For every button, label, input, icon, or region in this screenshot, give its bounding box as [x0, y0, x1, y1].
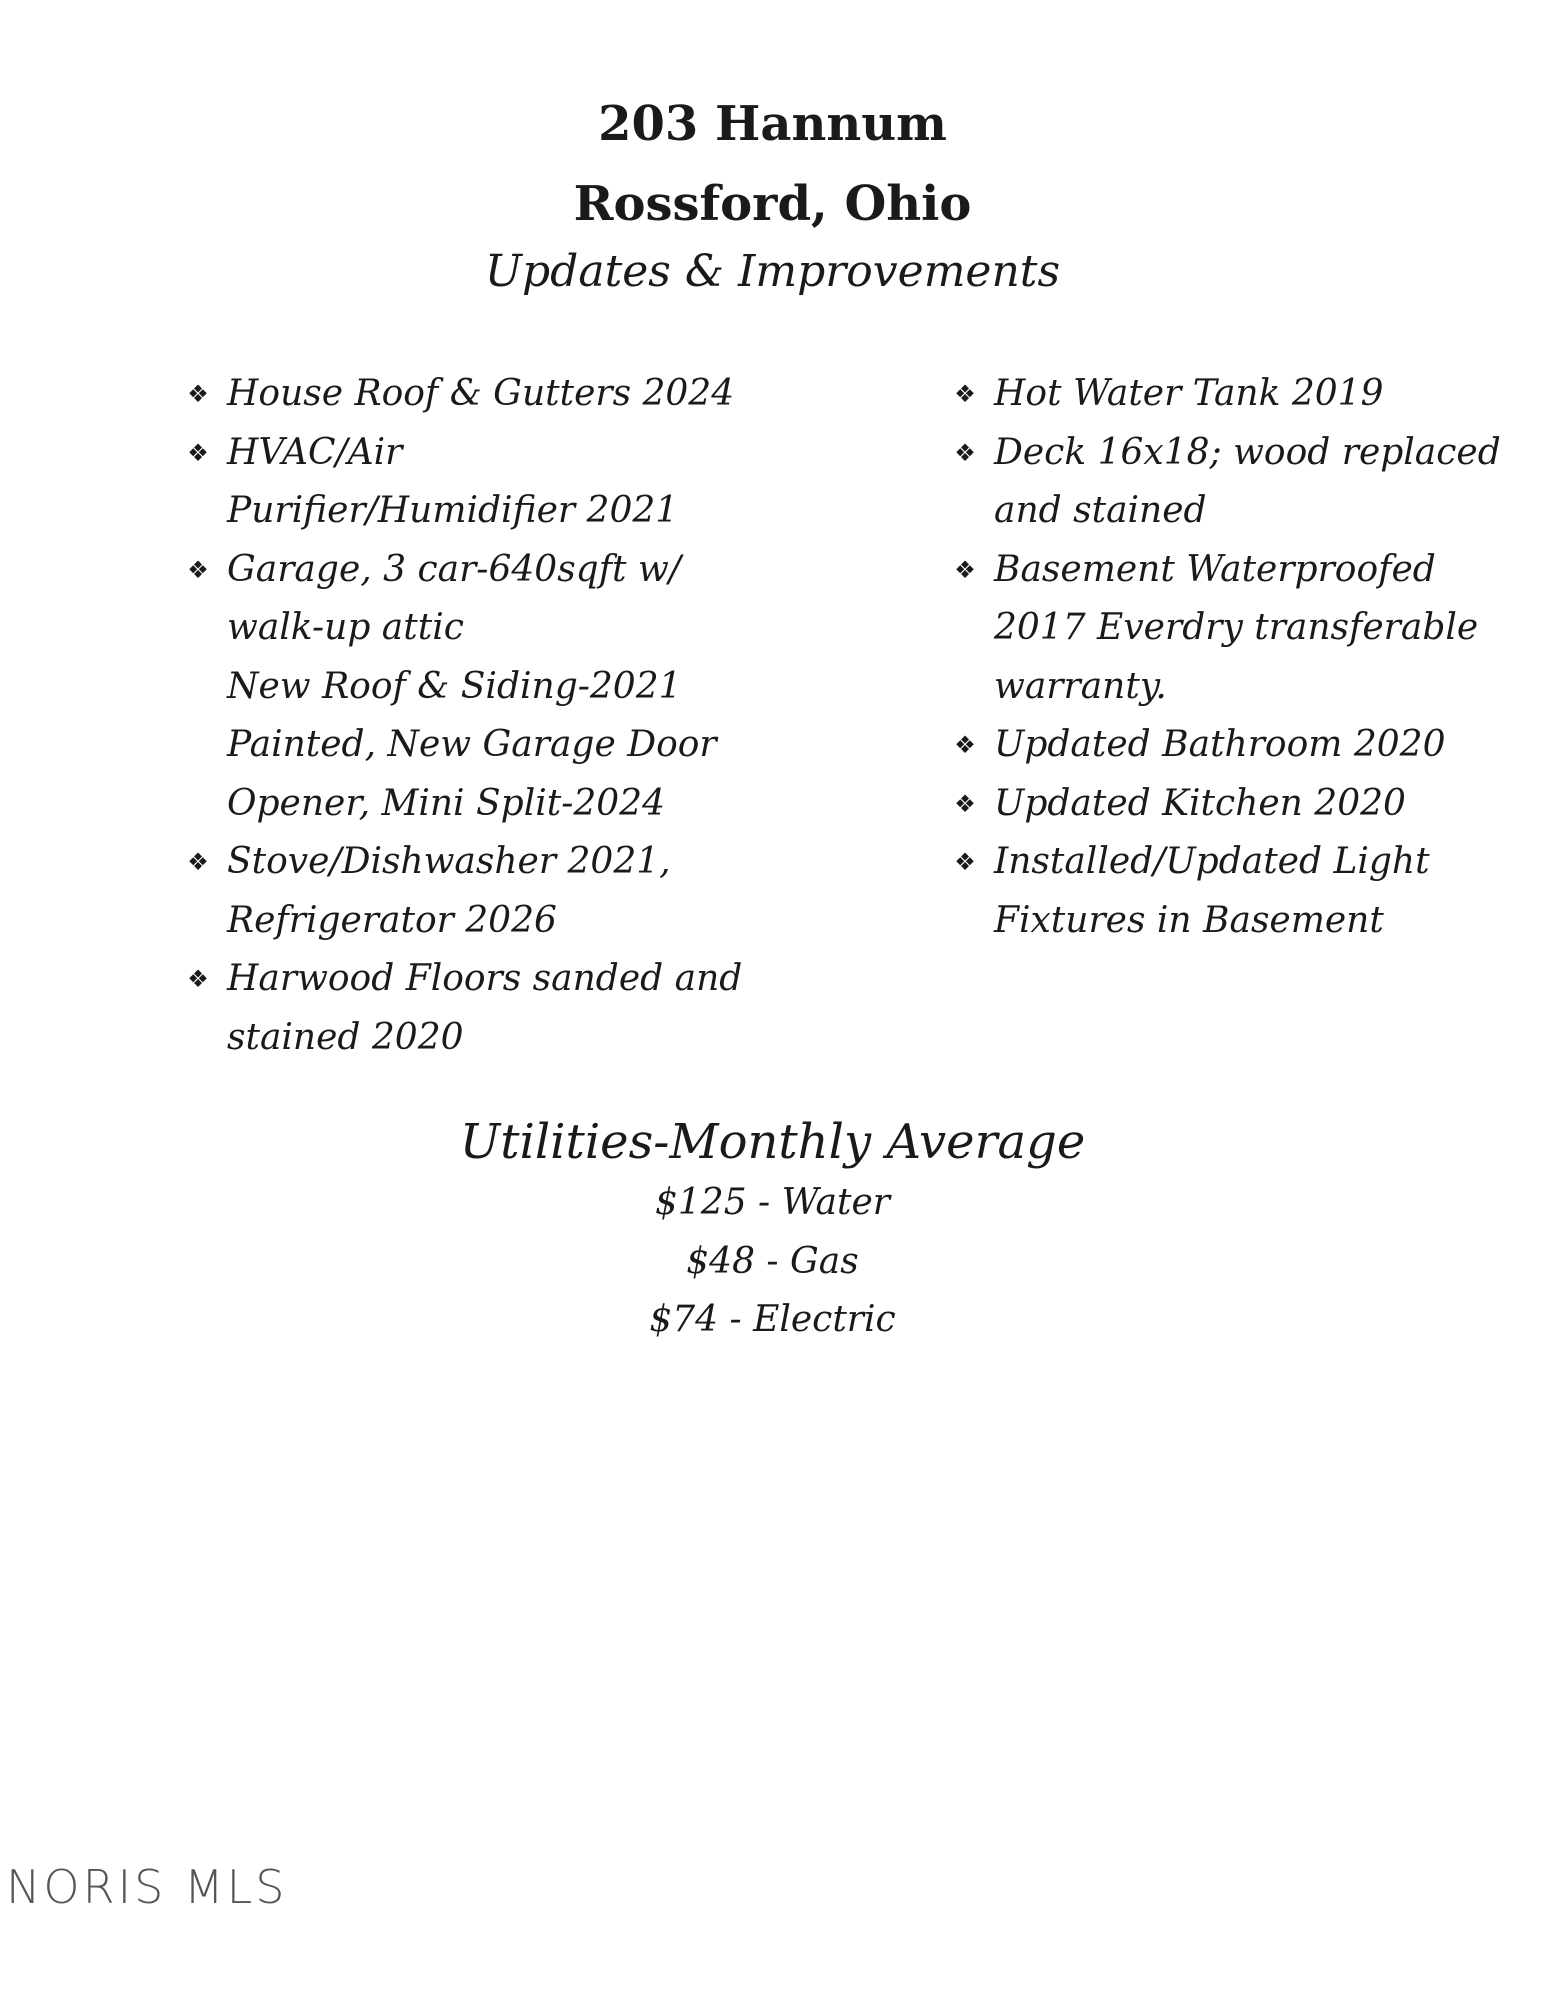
diamond-bullet-icon: ❖: [954, 731, 976, 759]
diamond-bullet-icon: ❖: [187, 965, 209, 993]
utility-item: $74 - Electric: [649, 1299, 896, 1340]
update-item-text: Opener, Mini Split-2024: [227, 782, 665, 824]
update-item-text: House Roof & Gutters 2024: [227, 373, 735, 414]
update-item-text: 2017 Everdry transferable: [994, 607, 1479, 648]
update-item-text: New Roof & Siding-2021: [227, 665, 682, 707]
diamond-bullet-icon: ❖: [187, 438, 209, 467]
update-item-text: warranty.: [994, 665, 1167, 707]
update-item-text: stained 2020: [227, 1016, 464, 1058]
update-item-text: Deck 16x18; wood replaced: [994, 431, 1501, 473]
diamond-bullet-icon: ❖: [954, 789, 976, 818]
update-item: [950, 833, 1470, 950]
update-item: [183, 833, 743, 950]
update-item: [950, 365, 1470, 424]
utilities-list: [0, 1174, 1545, 1350]
updates-list-right: [950, 365, 1501, 950]
update-item: [183, 365, 743, 424]
update-item-text: walk-up attic: [227, 607, 464, 648]
page-title-address: 203 Hannum: [598, 96, 947, 152]
diamond-bullet-icon: ❖: [954, 555, 976, 584]
update-item: [950, 541, 1479, 717]
utility-item: $125 - Water: [655, 1182, 890, 1223]
update-item: [183, 950, 743, 1067]
update-item-text: Fixtures in Basement: [994, 899, 1384, 941]
update-item-text: Hot Water Tank 2019: [994, 373, 1384, 414]
update-item-text: Basement Waterproofed: [994, 548, 1436, 590]
diamond-bullet-icon: ❖: [954, 848, 976, 876]
update-item-text: Updated Bathroom 2020: [994, 724, 1446, 765]
utilities-title: Utilities-Monthly Average: [459, 1114, 1086, 1170]
update-item-text: Stove/Dishwasher 2021,: [227, 841, 671, 882]
update-item: [950, 775, 1470, 834]
update-item: [183, 541, 743, 834]
update-item-text: and stained: [994, 490, 1207, 531]
diamond-bullet-icon: ❖: [954, 380, 976, 408]
page-subtitle: Updates & Improvements: [484, 246, 1061, 297]
update-item-text: Refrigerator 2026: [227, 899, 557, 941]
update-item: [950, 716, 1470, 775]
update-item-text: Painted, New Garage Door: [227, 724, 717, 765]
update-item-text: Garage, 3 car-640sqft w/: [227, 548, 681, 590]
diamond-bullet-icon: ❖: [187, 555, 209, 584]
update-item-text: Updated Kitchen 2020: [994, 782, 1406, 824]
update-item-text: HVAC/Air: [227, 431, 403, 473]
diamond-bullet-icon: ❖: [954, 438, 976, 467]
update-item-text: Harwood Floors sanded and: [227, 958, 743, 999]
update-item-text: Purifier/Humidifier 2021: [227, 490, 679, 531]
update-item: [950, 424, 1501, 541]
utility-item: $48 - Gas: [686, 1240, 859, 1282]
update-item-text: Installed/Updated Light: [994, 841, 1430, 882]
diamond-bullet-icon: ❖: [187, 848, 209, 876]
updates-list-left: [183, 365, 743, 1067]
diamond-bullet-icon: ❖: [187, 380, 209, 408]
page-title-city: Rossford, Ohio: [573, 176, 972, 232]
update-item: [183, 424, 743, 541]
watermark-logo: NORIS MLS: [6, 1860, 288, 1914]
